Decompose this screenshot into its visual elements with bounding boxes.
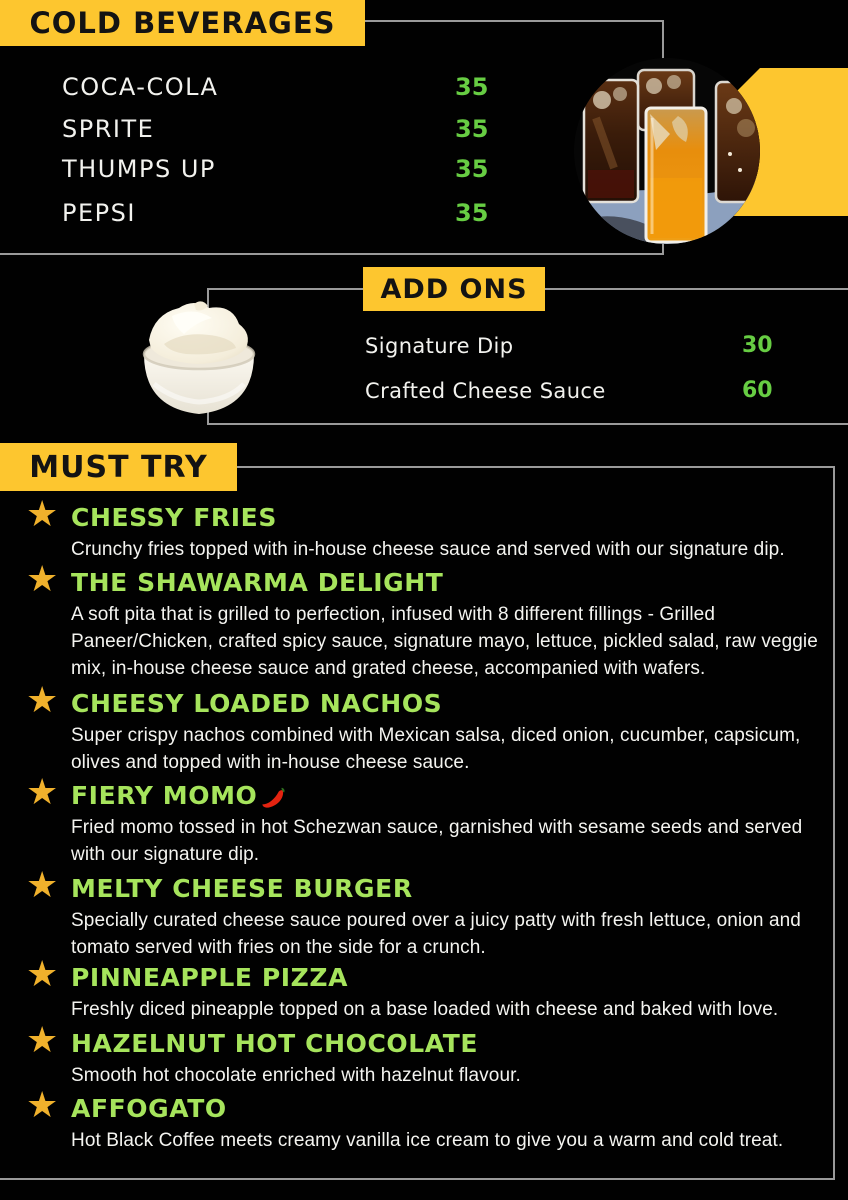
must-try-item-name: PINNEAPPLE PIZZA: [71, 963, 349, 992]
must-try-header: MUST TRY: [0, 443, 237, 491]
must-try-item: [26, 954, 828, 1023]
must-try-item-desc: Smooth hot chocolate enriched with hazelnut flavour.: [71, 1065, 521, 1086]
cold-drinks-photo: [574, 58, 760, 244]
must-try-item-title: [71, 503, 828, 533]
must-try-item: [26, 772, 828, 868]
beverage-row: [62, 72, 492, 102]
star-icon: ★: [26, 1085, 59, 1126]
beverage-price: 35: [455, 155, 489, 183]
must-try-item: [26, 559, 828, 682]
must-try-item-name: MELTY CHEESE BURGER: [71, 874, 413, 903]
must-try-item-desc: Crunchy fries topped with in-house cheese sauce and served with our signature dip.: [71, 539, 785, 560]
must-try-item-desc: Specially curated cheese sauce poured over a juicy patty with fresh lettuce, onion and tomato served with fries on the side for a crunch.: [71, 910, 801, 958]
beverage-row: [62, 114, 492, 144]
must-try-item: [26, 494, 828, 563]
addon-price: 30: [742, 333, 773, 358]
beverage-price: 35: [455, 199, 489, 227]
must-try-item-desc: Fried momo tossed in hot Schezwan sauce, garnished with sesame seeds and served with our signature dip.: [71, 817, 803, 865]
cold-section-top-line: [365, 20, 664, 22]
beverage-price: 35: [455, 73, 489, 101]
must-try-bottom-line: [0, 1178, 835, 1180]
beverage-row: [62, 154, 492, 184]
beverage-price: 35: [455, 115, 489, 143]
must-try-item-name: HAZELNUT HOT CHOCOLATE: [71, 1029, 479, 1058]
must-try-item: [26, 680, 828, 776]
star-icon: ★: [26, 680, 59, 721]
must-try-item: [26, 1085, 828, 1154]
beverage-row: [62, 198, 492, 228]
must-try-item-name: AFFOGATO: [71, 1094, 227, 1123]
must-try-item-name: CHESSY FRIES: [71, 503, 277, 532]
star-icon: ★: [26, 1020, 59, 1061]
cold-beverages-header: COLD BEVERAGES: [0, 0, 365, 46]
must-try-item-desc: Super crispy nachos combined with Mexican salsa, diced onion, cucumber, capsicum, olives and topped with in-house cheese sauce.: [71, 725, 801, 773]
must-try-right-line: [833, 466, 835, 1180]
beverage-name: SPRITE: [62, 115, 155, 143]
must-try-item-desc: Hot Black Coffee meets creamy vanilla ice cream to give you a warm and cold treat.: [71, 1130, 784, 1151]
cold-section-bottom-line: [0, 253, 664, 255]
add-ons-header: ADD ONS: [363, 267, 545, 311]
addon-name: Signature Dip: [365, 334, 514, 358]
star-icon: ★: [26, 954, 59, 995]
dip-bowl-photo: [124, 296, 274, 420]
addon-name: Crafted Cheese Sauce: [365, 379, 606, 403]
must-try-item-desc: A soft pita that is grilled to perfection, infused with 8 different fillings - Grilled Paneer/Chicken, crafted spicy sauce, signature mayo, lettuce, pickled salad, raw veggie mix, in-house cheese sauce and grated cheese, accompanied with wafers.: [71, 604, 818, 679]
must-try-item-title: [71, 963, 828, 993]
addon-row: [365, 377, 805, 405]
must-try-item-title: [71, 1029, 828, 1059]
beverage-name: THUMPS UP: [62, 155, 216, 183]
must-try-item-title: [71, 874, 828, 904]
must-try-item: [26, 1020, 828, 1089]
must-try-item-title: [71, 781, 828, 811]
must-try-item-title: [71, 689, 828, 719]
star-icon: ★: [26, 865, 59, 906]
must-try-item-name: THE SHAWARMA DELIGHT: [71, 568, 444, 597]
must-try-item-title: [71, 1094, 828, 1124]
must-try-item-name: CHEESY LOADED NACHOS: [71, 689, 443, 718]
beverage-name: COCA-COLA: [62, 73, 219, 101]
addon-price: 60: [742, 378, 773, 403]
star-icon: ★: [26, 559, 59, 600]
must-try-top-line: [237, 466, 835, 468]
must-try-item-desc: Freshly diced pineapple topped on a base loaded with cheese and baked with love.: [71, 999, 779, 1020]
beverage-name: PEPSI: [62, 199, 136, 227]
addon-row: [365, 332, 805, 360]
star-icon: ★: [26, 772, 59, 813]
must-try-item-title: [71, 568, 828, 598]
star-icon: ★: [26, 494, 59, 535]
chili-icon: [259, 783, 291, 815]
must-try-item-name: FIERY MOMO: [71, 781, 258, 810]
must-try-item: [26, 865, 828, 961]
